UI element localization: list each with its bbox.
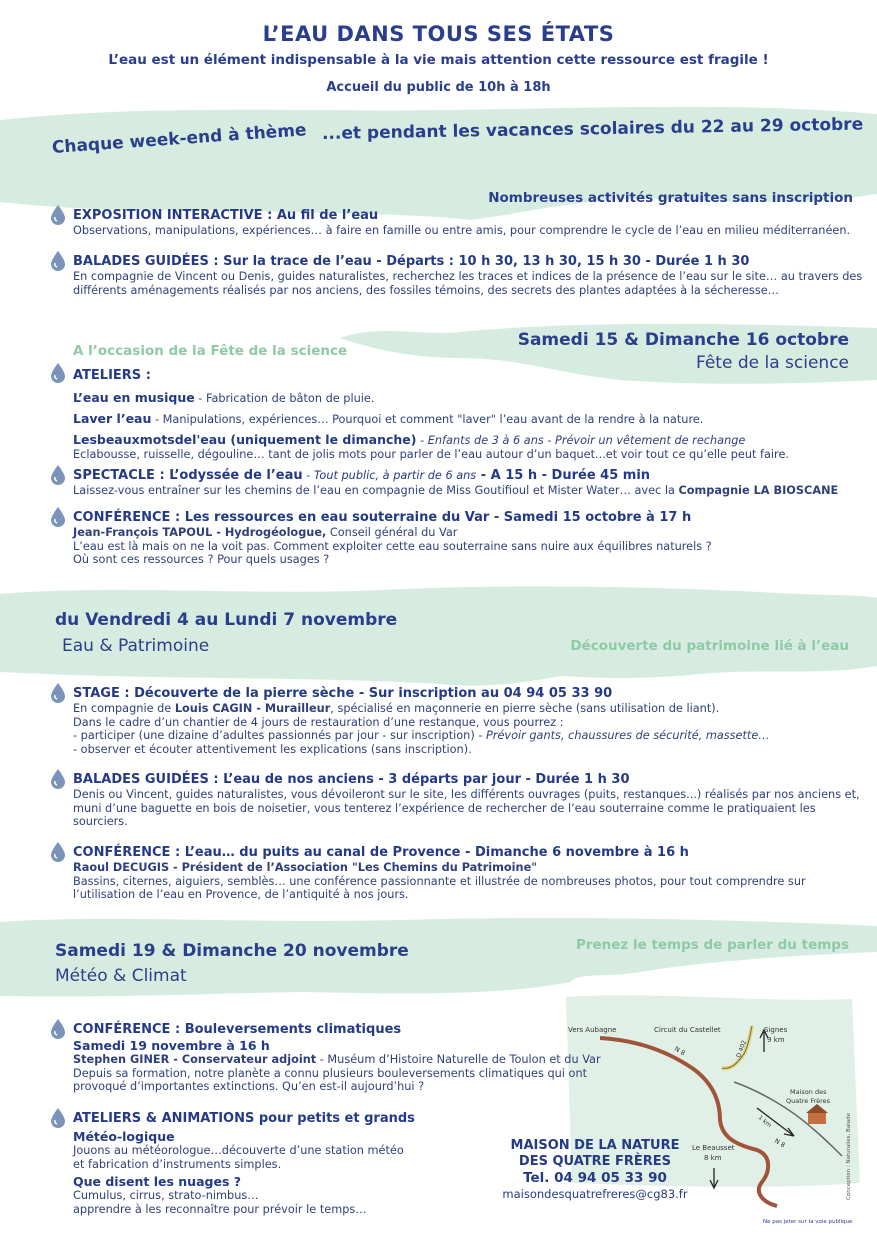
water-drop-icon [49, 250, 67, 272]
section3-date: du Vendredi 4 au Lundi 7 novembre [55, 610, 398, 630]
wave-band-3 [0, 580, 877, 690]
fete-science-label: A l’occasion de la Fête de la science [73, 343, 348, 359]
svg-text:Circuit du Castellet: Circuit du Castellet [654, 1026, 721, 1034]
water-drop-icon [49, 682, 67, 704]
vacation-banner: ...et pendant les vacances scolaires du 22 au 29 octobre [321, 114, 864, 144]
stage-item: STAGE : Découverte de la pierre sèche - Sur inscription au 04 94 05 33 90 En compagnie de Louis CAGIN - Murailleur, spécialisé en maçonnerie en pierre sèche (sans utilisation de liant). Dans le cadre d’un chantier de 4 jours de restauration d’une restanque, vous pourrez : - participer (une dizaine d’adultes passionnés par jour - sur inscription) - Prévoir gants, chaussures de sécurité, massette… - observer et écouter attentivement les explications (sans inscription). [73, 686, 770, 756]
location-map [562, 1010, 862, 1225]
section4-theme: Météo & Climat [55, 966, 187, 986]
section3-theme: Eau & Patrimoine [62, 636, 210, 656]
opening-hours: Accueil du public de 10h à 18h [326, 80, 551, 95]
road-n8 [600, 1038, 777, 1206]
svg-text:Vers Aubagne: Vers Aubagne [568, 1026, 617, 1034]
section4-date: Samedi 19 & Dimanche 20 novembre [55, 941, 409, 961]
weekend-banner: Chaque week-end à thème [51, 120, 308, 158]
exposition-item: EXPOSITION INTERACTIVE : Au fil de l’eau Observations, manipulations, expériences… à faire en famille ou entre amis, pour comprendre le cycle de l’eau en milieu méditerranéen. [73, 208, 851, 237]
house-icon [808, 1112, 826, 1124]
svg-text:8 km: 8 km [704, 1154, 722, 1162]
balades-item-1: BALADES GUIDÉES : Sur la trace de l’eau - Départs : 10 h 30, 13 h 30, 15 h 30 - Durée 1 h 30 En compagnie de Vincent ou Denis, guides naturalistes, recherchez les traces et indices de la présence de l’eau sur le site… au travers des différents aménagements réalisés par nos anciens, des fossiles témoins, des secrets des plantes adaptées à la sécheresse… [73, 254, 863, 297]
tagline: L’eau est un élément indispensable à la vie mais attention cette ressource est fragile ! [108, 52, 769, 68]
svg-text:N 8: N 8 [773, 1136, 787, 1150]
water-drop-icon [49, 506, 67, 528]
free-activities-subtitle: Nombreuses activités gratuites sans inscription [488, 190, 853, 206]
svg-text:9 km: 9 km [767, 1036, 785, 1044]
water-drop-icon [49, 362, 67, 384]
contact-email: maisondesquatrefreres@cg83.fr [502, 1187, 688, 1201]
footnote: Ne pas jeter sur la voie publique [763, 1219, 853, 1225]
contact-phone: Tel. 04 94 05 33 90 [523, 1170, 667, 1186]
patrimoine-label: Découverte du patrimoine lié à l’eau [570, 638, 849, 654]
balades-item-2: BALADES GUIDÉES : L’eau de nos anciens - 3 départs par jour - Durée 1 h 30 Denis ou Vincent, guides naturalistes, vous dévoileront sur le site, les différents ouvrages (puits, restanques...) réalisés par nos anciens et, muni d’une baguette en bois de noisetier, vous tenterez l’expérience de rechercher de l’eau souterraine comme le pratiquaient les sourciers. [73, 772, 860, 829]
svg-text:Signes: Signes [764, 1026, 788, 1034]
section2-theme: Fête de la science [696, 353, 849, 373]
ateliers-item: ATELIERS : L’eau en musique - Fabrication de bâton de pluie. Laver l’eau - Manipulations, expériences… Pourquoi et comment "laver" l’eau avant de la rendre à la nature. Lesbeauxmotsdel'eau (uniquement le dimanche) - Enfants de 3 à 6 ans - Prévoir un vêtement de rechange Eclabousse, ruisselle, dégouline… tant de jolis mots pour parler de l’eau autour d’un baquet...et voir tout ce qu’elle peut faire. [73, 368, 789, 461]
conference-item-3: CONFÉRENCE : Bouleversements climatiques Samedi 19 novembre à 16 h Stephen GINER - Conservateur adjoint - Muséum d’Histoire Naturelle de Toulon et du Var Depuis sa formation, notre planète a connu plusieurs bouleversements climatiques qui ont provoqué d’importantes extinctions. Qu’en est-il aujourd’hui ? [73, 1022, 601, 1094]
svg-text:Conception : Naturalies, Balad: Conception : Naturalies, Balade [846, 1113, 852, 1200]
svg-text:Quatre Frères: Quatre Frères [786, 1097, 831, 1105]
conference-item-2: CONFÉRENCE : L’eau… du puits au canal de Provence - Dimanche 6 novembre à 16 h Raoul DECUGIS - Président de l’Association "Les Chemins du Patrimoine" Bassins, citernes, aiguiers, semblès… une conférence passionnante et illustrée de nombreuses photos, pour tout comprendre sur l’utilisation de l’eau en Provence, de l’antiquité à nos jours. [73, 845, 806, 902]
contact-block: MAISON DE LA NATURE DES QUATRE FRÈRES Tel. 04 94 05 33 90 maisondesquatrefreres@cg83.fr [500, 1138, 690, 1202]
water-drop-icon [49, 204, 67, 226]
water-drop-icon [49, 768, 67, 790]
page-title: L’EAU DANS TOUS SES ÉTATS [262, 22, 615, 46]
svg-text:Maison des: Maison des [790, 1088, 827, 1096]
meteo-label: Prenez le temps de parler du temps [575, 937, 849, 953]
ateliers-item-2: ATELIERS & ANIMATIONS pour petits et grands Météo-logique Jouons au météorologue…découverte d’une station météo et fabrication d’instruments simples. Que disent les nuages ? Cumulus, cirrus, strato-nimbus… apprendre à les reconnaître pour prévoir le temps… [73, 1111, 415, 1216]
svg-text:D 402: D 402 [735, 1039, 749, 1059]
svg-text:1 km: 1 km [756, 1114, 773, 1130]
water-drop-icon [49, 1018, 67, 1040]
water-drop-icon [49, 1107, 67, 1129]
spectacle-item: SPECTACLE : L’odyssée de l’eau - Tout public, à partir de 6 ans - A 15 h - Durée 45 min Laissez-vous entraîner sur les chemins de l’eau en compagnie de Miss Goutifioul et Mister Water… avec la Compagnie LA BIOSCANE [73, 468, 839, 497]
section2-date: Samedi 15 & Dimanche 16 octobre [517, 330, 849, 350]
svg-text:Le Beausset: Le Beausset [692, 1144, 735, 1152]
water-drop-icon [49, 464, 67, 486]
water-drop-icon [49, 841, 67, 863]
conference-item-1: CONFÉRENCE : Les ressources en eau souterraine du Var - Samedi 15 octobre à 17 h Jean-François TAPOUL - Hydrogéologue, Conseil général du Var L’eau est là mais on ne la voit pas. Comment exploiter cette eau souterraine sans nuire aux équilibres naturels ? Où sont ces ressources ? Pour quels usages ? [73, 510, 712, 567]
svg-text:N 8: N 8 [673, 1044, 687, 1058]
